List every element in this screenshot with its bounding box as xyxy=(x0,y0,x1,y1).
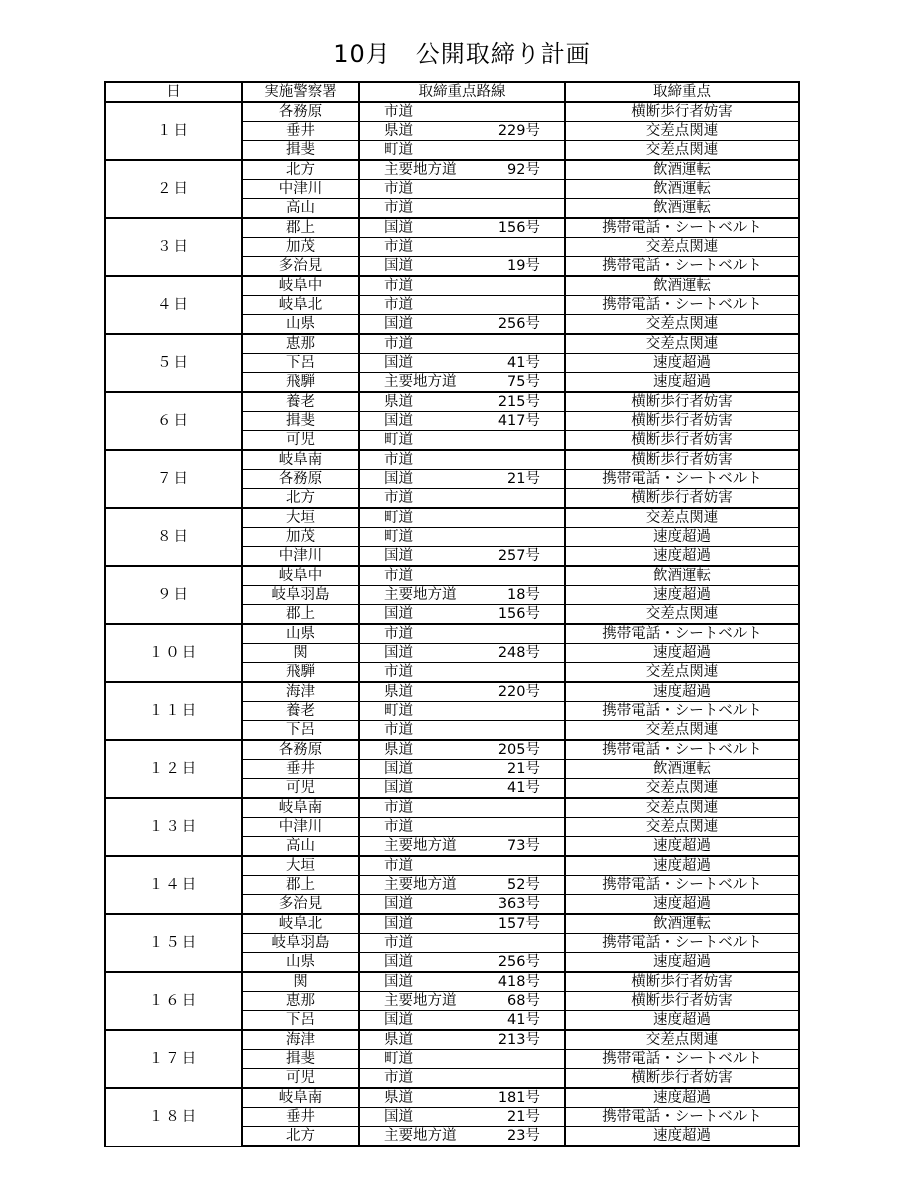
road-cell xyxy=(359,218,565,238)
table-row xyxy=(105,682,799,702)
enforcement-point-cell: 速度超過 xyxy=(565,1088,799,1108)
station-cell: 郡上 xyxy=(242,876,359,895)
day-cell: １４日 xyxy=(105,856,242,914)
road-type: 主要地方道 xyxy=(384,993,457,1009)
road-type: 主要地方道 xyxy=(384,374,457,390)
station-cell: 北方 xyxy=(242,1127,359,1147)
header-station: 実施警察署 xyxy=(242,82,359,102)
road-type: 国道 xyxy=(384,954,413,970)
road-cell xyxy=(359,373,565,393)
road-cell xyxy=(359,141,565,161)
road-type: 国道 xyxy=(384,258,413,274)
station-cell: 岐阜羽島 xyxy=(242,934,359,953)
road-type: 町道 xyxy=(384,510,413,526)
road-cell xyxy=(359,431,565,451)
enforcement-point-cell: 携帯電話・シートベルト xyxy=(565,1050,799,1069)
road-number: 256号 xyxy=(497,954,540,970)
road-cell xyxy=(359,566,565,586)
road-cell xyxy=(359,605,565,625)
road-cell xyxy=(359,702,565,721)
station-cell: 下呂 xyxy=(242,354,359,373)
road-number: 19号 xyxy=(507,258,540,274)
road-type: 国道 xyxy=(384,974,413,990)
road-cell xyxy=(359,1050,565,1069)
road-cell xyxy=(359,1088,565,1108)
enforcement-point-cell: 速度超過 xyxy=(565,895,799,915)
road-cell xyxy=(359,180,565,199)
enforcement-point-cell: 速度超過 xyxy=(565,528,799,547)
road-type: 市道 xyxy=(384,664,413,680)
station-cell: 養老 xyxy=(242,702,359,721)
station-cell: 多治見 xyxy=(242,895,359,915)
station-cell: 各務原 xyxy=(242,102,359,122)
road-type: 主要地方道 xyxy=(384,587,457,603)
road-number: 257号 xyxy=(497,548,540,564)
day-cell: １１日 xyxy=(105,682,242,740)
header-point: 取締重点 xyxy=(565,82,799,102)
enforcement-point-cell: 横断歩行者妨害 xyxy=(565,450,799,470)
enforcement-point-cell: 携帯電話・シートベルト xyxy=(565,934,799,953)
station-cell: 郡上 xyxy=(242,218,359,238)
road-type: 県道 xyxy=(384,123,413,139)
enforcement-point-cell: 携帯電話・シートベルト xyxy=(565,702,799,721)
enforcement-point-cell: 飲酒運転 xyxy=(565,914,799,934)
enforcement-point-cell: 携帯電話・シートベルト xyxy=(565,257,799,277)
road-cell xyxy=(359,856,565,876)
road-type: 市道 xyxy=(384,1070,413,1086)
road-type: 国道 xyxy=(384,316,413,332)
station-cell: 岐阜中 xyxy=(242,276,359,296)
road-cell xyxy=(359,721,565,741)
station-cell: 高山 xyxy=(242,837,359,857)
station-cell: 山県 xyxy=(242,953,359,973)
station-cell: 恵那 xyxy=(242,334,359,354)
station-cell: 各務原 xyxy=(242,740,359,760)
enforcement-point-cell: 横断歩行者妨害 xyxy=(565,431,799,451)
station-cell: 下呂 xyxy=(242,1011,359,1031)
station-cell: 北方 xyxy=(242,160,359,180)
station-cell: 下呂 xyxy=(242,721,359,741)
road-type: 国道 xyxy=(384,761,413,777)
station-cell: 飛騨 xyxy=(242,663,359,683)
enforcement-point-cell: 横断歩行者妨害 xyxy=(565,489,799,509)
road-number: 256号 xyxy=(497,316,540,332)
enforcement-point-cell: 交差点関連 xyxy=(565,141,799,161)
station-cell: 山県 xyxy=(242,315,359,335)
road-cell xyxy=(359,1108,565,1127)
enforcement-point-cell: 携帯電話・シートベルト xyxy=(565,218,799,238)
road-cell xyxy=(359,528,565,547)
road-type: 国道 xyxy=(384,548,413,564)
road-type: 市道 xyxy=(384,239,413,255)
station-cell: 垂井 xyxy=(242,122,359,141)
road-cell xyxy=(359,876,565,895)
enforcement-point-cell: 横断歩行者妨害 xyxy=(565,1069,799,1089)
station-cell: 各務原 xyxy=(242,470,359,489)
enforcement-point-cell: 速度超過 xyxy=(565,1011,799,1031)
road-number: 92号 xyxy=(507,162,540,178)
road-cell xyxy=(359,238,565,257)
station-cell: 中津川 xyxy=(242,547,359,567)
enforcement-point-cell: 速度超過 xyxy=(565,682,799,702)
road-number: 21号 xyxy=(507,761,540,777)
day-cell: １日 xyxy=(105,102,242,160)
enforcement-point-cell: 速度超過 xyxy=(565,354,799,373)
station-cell: 岐阜南 xyxy=(242,450,359,470)
road-type: 国道 xyxy=(384,1109,413,1125)
road-number: 21号 xyxy=(507,1109,540,1125)
day-cell: ６日 xyxy=(105,392,242,450)
day-cell: １３日 xyxy=(105,798,242,856)
road-cell xyxy=(359,992,565,1011)
table-row xyxy=(105,276,799,296)
road-type: 県道 xyxy=(384,394,413,410)
road-type: 町道 xyxy=(384,529,413,545)
table-row xyxy=(105,798,799,818)
road-cell xyxy=(359,276,565,296)
road-type: 国道 xyxy=(384,896,413,912)
day-cell: １０日 xyxy=(105,624,242,682)
road-type: 町道 xyxy=(384,1051,413,1067)
day-cell: １２日 xyxy=(105,740,242,798)
enforcement-point-cell: 飲酒運転 xyxy=(565,199,799,219)
day-cell: １８日 xyxy=(105,1088,242,1146)
road-number: 156号 xyxy=(497,220,540,236)
enforcement-point-cell: 携帯電話・シートベルト xyxy=(565,296,799,315)
station-cell: 加茂 xyxy=(242,238,359,257)
road-number: 68号 xyxy=(507,993,540,1009)
road-number: 181号 xyxy=(497,1090,540,1106)
day-cell: ４日 xyxy=(105,276,242,334)
enforcement-point-cell: 飲酒運転 xyxy=(565,566,799,586)
day-cell: ８日 xyxy=(105,508,242,566)
table-row xyxy=(105,508,799,528)
road-cell xyxy=(359,354,565,373)
road-type: 国道 xyxy=(384,1012,413,1028)
road-cell xyxy=(359,199,565,219)
road-cell xyxy=(359,934,565,953)
road-type: 国道 xyxy=(384,413,413,429)
road-number: 157号 xyxy=(497,916,540,932)
station-cell: 養老 xyxy=(242,392,359,412)
road-type: 市道 xyxy=(384,722,413,738)
road-type: 国道 xyxy=(384,471,413,487)
road-cell xyxy=(359,798,565,818)
road-cell xyxy=(359,296,565,315)
road-cell xyxy=(359,1011,565,1031)
station-cell: 岐阜中 xyxy=(242,566,359,586)
day-cell: １６日 xyxy=(105,972,242,1030)
enforcement-point-cell: 携帯電話・シートベルト xyxy=(565,876,799,895)
road-cell xyxy=(359,914,565,934)
road-type: 県道 xyxy=(384,684,413,700)
road-cell xyxy=(359,586,565,605)
road-type: 市道 xyxy=(384,490,413,506)
road-type: 主要地方道 xyxy=(384,1128,457,1144)
station-cell: 海津 xyxy=(242,682,359,702)
enforcement-point-cell: 交差点関連 xyxy=(565,605,799,625)
enforcement-point-cell: 携帯電話・シートベルト xyxy=(565,470,799,489)
road-type: 市道 xyxy=(384,819,413,835)
road-cell xyxy=(359,122,565,141)
table-row xyxy=(105,972,799,992)
road-cell xyxy=(359,1069,565,1089)
station-cell: 垂井 xyxy=(242,1108,359,1127)
table-header-row xyxy=(105,82,799,102)
station-cell: 大垣 xyxy=(242,508,359,528)
road-number: 41号 xyxy=(507,780,540,796)
enforcement-point-cell: 交差点関連 xyxy=(565,238,799,257)
road-type: 国道 xyxy=(384,606,413,622)
road-type: 国道 xyxy=(384,916,413,932)
enforcement-point-cell: 横断歩行者妨害 xyxy=(565,972,799,992)
station-cell: 岐阜北 xyxy=(242,296,359,315)
station-cell: 関 xyxy=(242,972,359,992)
road-cell xyxy=(359,450,565,470)
station-cell: 中津川 xyxy=(242,180,359,199)
station-cell: 可児 xyxy=(242,779,359,799)
road-type: 市道 xyxy=(384,858,413,874)
enforcement-point-cell: 飲酒運転 xyxy=(565,160,799,180)
day-cell: ７日 xyxy=(105,450,242,508)
road-cell xyxy=(359,624,565,644)
enforcement-point-cell: 横断歩行者妨害 xyxy=(565,392,799,412)
table-row xyxy=(105,624,799,644)
road-cell xyxy=(359,972,565,992)
road-cell xyxy=(359,1030,565,1050)
road-number: 75号 xyxy=(507,374,540,390)
day-cell: ３日 xyxy=(105,218,242,276)
road-type: 国道 xyxy=(384,355,413,371)
road-type: 県道 xyxy=(384,1090,413,1106)
road-cell xyxy=(359,953,565,973)
enforcement-point-cell: 交差点関連 xyxy=(565,508,799,528)
day-cell: １７日 xyxy=(105,1030,242,1088)
road-number: 21号 xyxy=(507,471,540,487)
table-row xyxy=(105,334,799,354)
road-cell xyxy=(359,760,565,779)
enforcement-point-cell: 速度超過 xyxy=(565,856,799,876)
station-cell: 海津 xyxy=(242,1030,359,1050)
road-number: 18号 xyxy=(507,587,540,603)
header-road: 取締重点路線 xyxy=(359,82,565,102)
day-cell: ５日 xyxy=(105,334,242,392)
road-type: 主要地方道 xyxy=(384,162,457,178)
station-cell: 岐阜北 xyxy=(242,914,359,934)
road-cell xyxy=(359,818,565,837)
table-row xyxy=(105,740,799,760)
road-cell xyxy=(359,315,565,335)
road-number: 41号 xyxy=(507,1012,540,1028)
enforcement-point-cell: 交差点関連 xyxy=(565,721,799,741)
road-type: 県道 xyxy=(384,742,413,758)
road-cell xyxy=(359,663,565,683)
enforcement-point-cell: 携帯電話・シートベルト xyxy=(565,1108,799,1127)
enforcement-point-cell: 横断歩行者妨害 xyxy=(565,412,799,431)
road-cell xyxy=(359,682,565,702)
station-cell: 飛騨 xyxy=(242,373,359,393)
enforcement-point-cell: 速度超過 xyxy=(565,1127,799,1147)
road-number: 229号 xyxy=(497,123,540,139)
road-type: 主要地方道 xyxy=(384,877,457,893)
station-cell: 揖斐 xyxy=(242,1050,359,1069)
enforcement-point-cell: 携帯電話・シートベルト xyxy=(565,624,799,644)
table-row xyxy=(105,566,799,586)
road-type: 市道 xyxy=(384,568,413,584)
station-cell: 高山 xyxy=(242,199,359,219)
road-number: 220号 xyxy=(497,684,540,700)
day-cell: １５日 xyxy=(105,914,242,972)
road-number: 73号 xyxy=(507,838,540,854)
station-cell: 可児 xyxy=(242,1069,359,1089)
table-row xyxy=(105,450,799,470)
road-number: 23号 xyxy=(507,1128,540,1144)
road-type: 市道 xyxy=(384,297,413,313)
enforcement-point-cell: 飲酒運転 xyxy=(565,760,799,779)
station-cell: 関 xyxy=(242,644,359,663)
enforcement-point-cell: 交差点関連 xyxy=(565,334,799,354)
road-type: 主要地方道 xyxy=(384,838,457,854)
enforcement-point-cell: 交差点関連 xyxy=(565,798,799,818)
enforcement-point-cell: 飲酒運転 xyxy=(565,180,799,199)
enforcement-point-cell: 交差点関連 xyxy=(565,779,799,799)
road-cell xyxy=(359,412,565,431)
road-cell xyxy=(359,1127,565,1147)
road-type: 県道 xyxy=(384,1032,413,1048)
enforcement-point-cell: 横断歩行者妨害 xyxy=(565,992,799,1011)
table-row xyxy=(105,218,799,238)
enforcement-point-cell: 速度超過 xyxy=(565,837,799,857)
road-type: 町道 xyxy=(384,432,413,448)
road-type: 市道 xyxy=(384,104,413,120)
road-cell xyxy=(359,489,565,509)
road-cell xyxy=(359,779,565,799)
enforcement-point-cell: 交差点関連 xyxy=(565,1030,799,1050)
station-cell: 郡上 xyxy=(242,605,359,625)
station-cell: 可児 xyxy=(242,431,359,451)
road-type: 市道 xyxy=(384,336,413,352)
road-type: 市道 xyxy=(384,200,413,216)
enforcement-point-cell: 速度超過 xyxy=(565,644,799,663)
road-number: 248号 xyxy=(497,645,540,661)
road-number: 213号 xyxy=(497,1032,540,1048)
table-body xyxy=(105,102,799,1146)
enforcement-point-cell: 飲酒運転 xyxy=(565,276,799,296)
road-type: 市道 xyxy=(384,626,413,642)
road-cell xyxy=(359,644,565,663)
road-cell xyxy=(359,508,565,528)
station-cell: 垂井 xyxy=(242,760,359,779)
enforcement-point-cell: 交差点関連 xyxy=(565,315,799,335)
enforcement-point-cell: 交差点関連 xyxy=(565,663,799,683)
road-number: 215号 xyxy=(497,394,540,410)
road-number: 41号 xyxy=(507,355,540,371)
road-cell xyxy=(359,102,565,122)
station-cell: 恵那 xyxy=(242,992,359,1011)
road-cell xyxy=(359,547,565,567)
road-cell xyxy=(359,470,565,489)
station-cell: 加茂 xyxy=(242,528,359,547)
road-type: 市道 xyxy=(384,935,413,951)
road-cell xyxy=(359,257,565,277)
road-number: 205号 xyxy=(497,742,540,758)
road-cell xyxy=(359,740,565,760)
road-type: 国道 xyxy=(384,780,413,796)
road-number: 418号 xyxy=(497,974,540,990)
station-cell: 北方 xyxy=(242,489,359,509)
road-type: 町道 xyxy=(384,142,413,158)
table-row xyxy=(105,392,799,412)
station-cell: 大垣 xyxy=(242,856,359,876)
road-number: 417号 xyxy=(497,413,540,429)
table-row xyxy=(105,102,799,122)
road-number: 52号 xyxy=(507,877,540,893)
header-day: 日 xyxy=(105,82,242,102)
enforcement-point-cell: 速度超過 xyxy=(565,373,799,393)
road-type: 市道 xyxy=(384,800,413,816)
enforcement-point-cell: 速度超過 xyxy=(565,953,799,973)
road-type: 市道 xyxy=(384,278,413,294)
road-type: 市道 xyxy=(384,452,413,468)
road-cell xyxy=(359,160,565,180)
enforcement-point-cell: 速度超過 xyxy=(565,547,799,567)
enforcement-point-cell: 交差点関連 xyxy=(565,122,799,141)
day-cell: ２日 xyxy=(105,160,242,218)
station-cell: 岐阜羽島 xyxy=(242,586,359,605)
road-type: 町道 xyxy=(384,703,413,719)
road-cell xyxy=(359,392,565,412)
station-cell: 揖斐 xyxy=(242,412,359,431)
table-row xyxy=(105,856,799,876)
road-cell xyxy=(359,895,565,915)
enforcement-point-cell: 携帯電話・シートベルト xyxy=(565,740,799,760)
day-cell: ９日 xyxy=(105,566,242,624)
enforcement-point-cell: 交差点関連 xyxy=(565,818,799,837)
page-title: 10月 公開取締り計画 xyxy=(333,40,591,68)
station-cell: 揖斐 xyxy=(242,141,359,161)
station-cell: 中津川 xyxy=(242,818,359,837)
table-row xyxy=(105,1088,799,1108)
table-row xyxy=(105,160,799,180)
station-cell: 多治見 xyxy=(242,257,359,277)
enforcement-point-cell: 速度超過 xyxy=(565,586,799,605)
table-row xyxy=(105,1030,799,1050)
road-type: 国道 xyxy=(384,645,413,661)
road-number: 156号 xyxy=(497,606,540,622)
station-cell: 岐阜南 xyxy=(242,1088,359,1108)
enforcement-plan-table xyxy=(104,81,800,1147)
road-type: 市道 xyxy=(384,181,413,197)
enforcement-point-cell: 横断歩行者妨害 xyxy=(565,102,799,122)
road-cell xyxy=(359,837,565,857)
station-cell: 山県 xyxy=(242,624,359,644)
road-cell xyxy=(359,334,565,354)
road-type: 国道 xyxy=(384,220,413,236)
station-cell: 岐阜南 xyxy=(242,798,359,818)
table-row xyxy=(105,914,799,934)
road-number: 363号 xyxy=(497,896,540,912)
